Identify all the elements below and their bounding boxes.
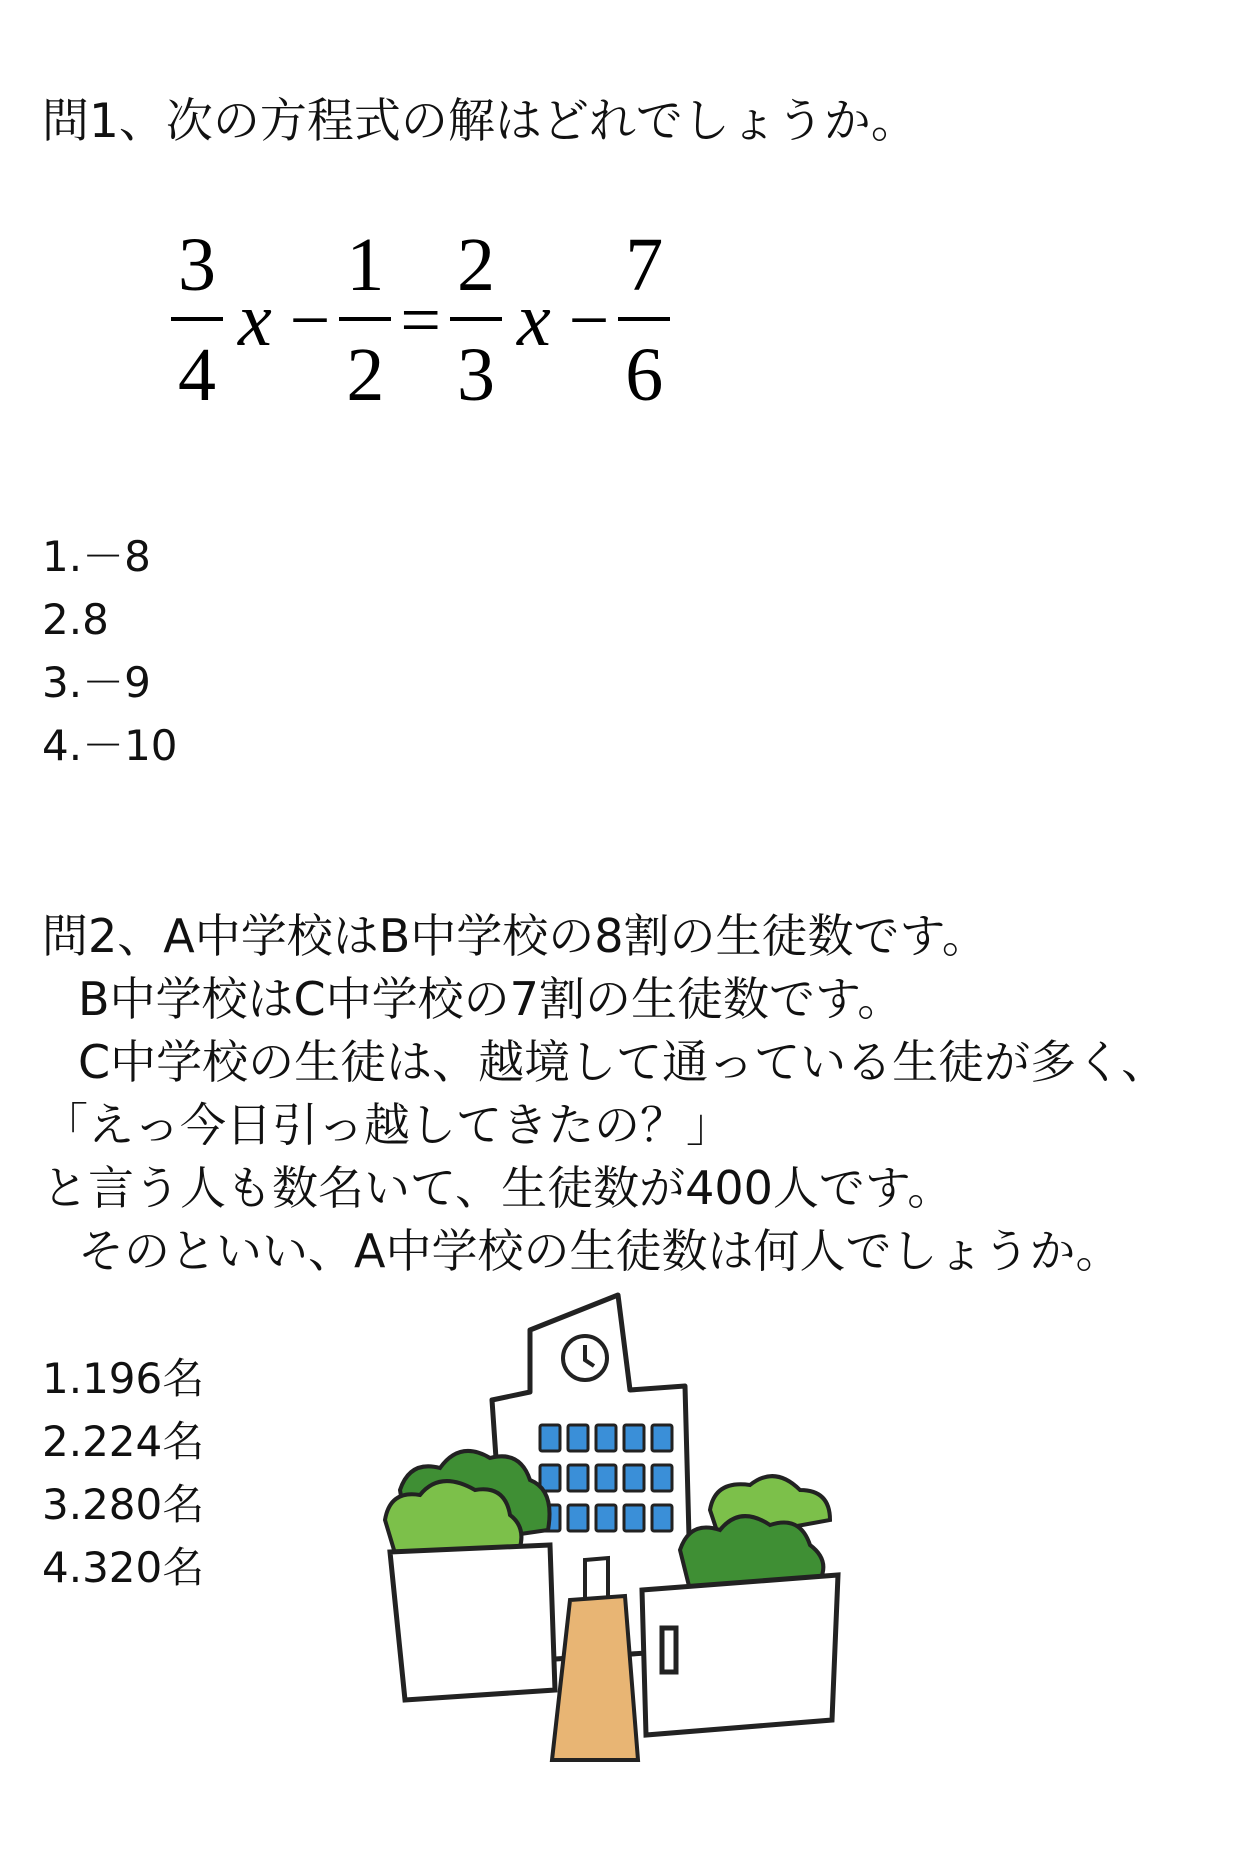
question2-line-1: 問2、A中学校はB中学校の8割の生徒数です。	[42, 909, 988, 963]
door	[585, 1558, 608, 1602]
numerator: 3	[178, 223, 216, 307]
fraction-3-4	[170, 225, 224, 415]
fraction-bar	[618, 317, 670, 321]
choice-4: 4.－10	[42, 721, 178, 770]
denominator: 6	[625, 333, 664, 417]
equals-sign: =	[400, 279, 441, 360]
choice-3: 3.280名	[42, 1480, 205, 1529]
choice-3: 3.－9	[42, 658, 151, 707]
fraction-bar	[450, 317, 502, 321]
variable-x: x	[238, 277, 272, 362]
denominator: 2	[346, 333, 385, 417]
question2-line-2: B中学校はC中学校の7割の生徒数です。	[78, 972, 904, 1026]
question2-line-3: C中学校の生徒は、越境して通っている生徒が多く、	[78, 1035, 1168, 1089]
question2-text	[42, 905, 1232, 1283]
question2-line-4: 「えっ今日引っ越してきたの？」	[42, 1098, 732, 1152]
choice-2: 2.8	[42, 595, 109, 644]
choice-1: 1.196名	[42, 1354, 205, 1403]
clock-icon	[563, 1336, 607, 1380]
denominator: 3	[456, 333, 495, 417]
choice-2: 2.224名	[42, 1417, 205, 1466]
equation	[170, 200, 671, 440]
minus-sign: −	[289, 279, 331, 360]
numerator: 7	[625, 223, 664, 307]
choice-4: 4.320名	[42, 1543, 205, 1592]
question2-choices	[42, 1347, 204, 1599]
fraction-2-3	[449, 225, 503, 415]
question1-choices	[42, 525, 178, 777]
denominator: 4	[178, 333, 216, 417]
fraction-1-2	[338, 225, 392, 415]
numerator: 2	[456, 223, 495, 307]
variable-x: x	[516, 277, 551, 362]
question2-line-6: そのといい、A中学校の生徒数は何人でしょうか。	[78, 1224, 1122, 1278]
fraction-7-6	[617, 225, 671, 415]
fraction-bar	[171, 317, 223, 321]
school-building-illustration	[380, 1290, 1000, 1770]
fraction-bar	[339, 317, 391, 321]
windows	[540, 1425, 672, 1531]
question1-title: 問1、次の方程式の解はどれでしょうか。	[42, 94, 918, 149]
numerator: 1	[346, 223, 385, 307]
right-bushes	[680, 1476, 830, 1590]
question2-line-5: と言う人も数名いて、生徒数が400人です。	[42, 1161, 954, 1215]
minus-sign: −	[568, 279, 610, 360]
choice-1: 1.－8	[42, 532, 151, 581]
